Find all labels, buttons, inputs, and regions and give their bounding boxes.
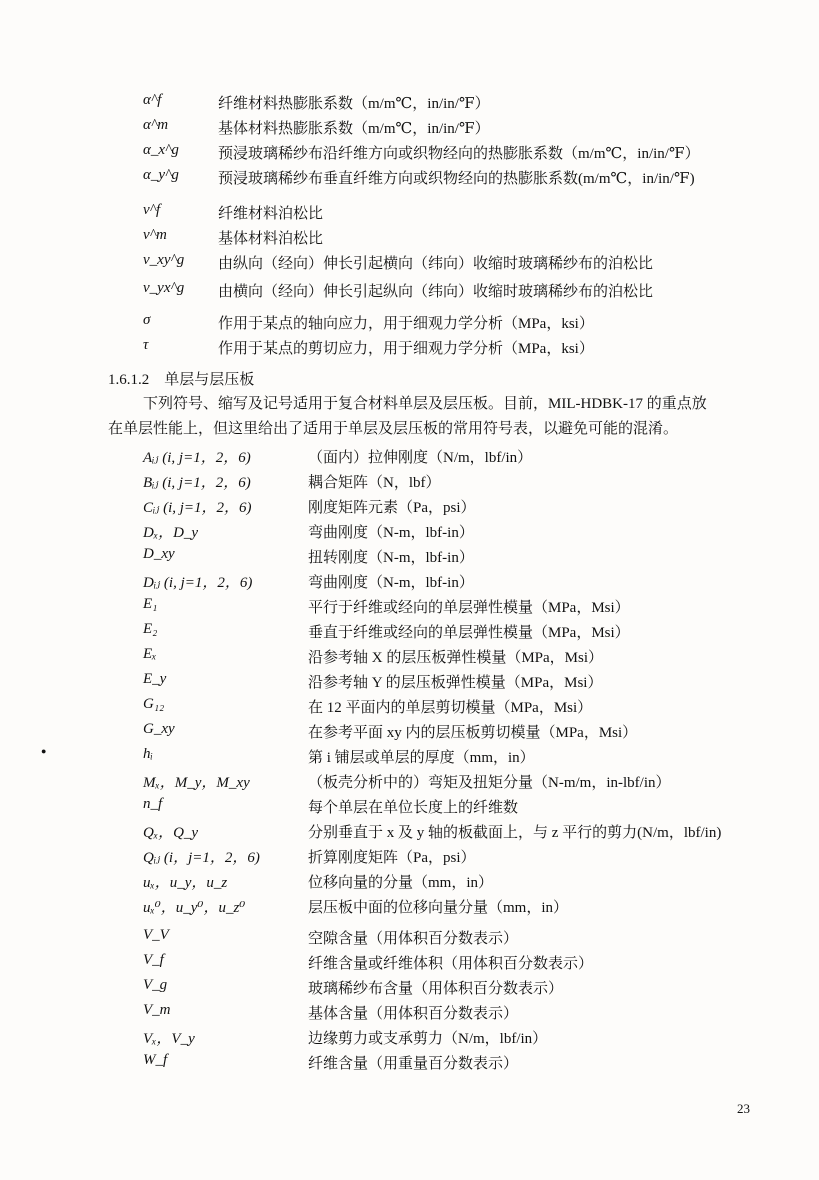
symbol: ν^m	[143, 227, 167, 243]
symbol: Eₓ	[143, 646, 157, 662]
definition: 平行于纤维或经向的单层弹性模量（MPa，Msi）	[308, 600, 630, 616]
symbol: hᵢ	[143, 746, 153, 762]
symbol: Dᵢⱼ (i, j=1，2，6)	[143, 575, 253, 591]
symbol: τ	[143, 337, 149, 353]
symbol: V_V	[143, 927, 169, 943]
definition: （面内）拉伸刚度（N/m，lbf/in）	[308, 450, 533, 466]
symbol: V_f	[143, 952, 164, 968]
definition: 扭转刚度（N-m，lbf-in）	[308, 550, 474, 566]
symbol: G_xy	[143, 721, 175, 737]
symbol: Vₓ，V_y	[143, 1031, 195, 1047]
symbol: ν^f	[143, 202, 161, 218]
definition: 预浸玻璃稀纱布垂直纤维方向或织物经向的热膨胀系数(m/m℃，in/in/℉)	[218, 171, 695, 187]
intro-paragraph	[108, 392, 768, 442]
definition: 在 12 平面内的单层剪切模量（MPa，Msi）	[308, 700, 593, 716]
definition: （板壳分析中的）弯矩及扭矩分量（N-m/m，in-lbf/in）	[308, 775, 671, 791]
definition: 沿参考轴 Y 的层压板弹性模量（MPa，Msi）	[308, 675, 603, 691]
definition: 空隙含量（用体积百分数表示）	[308, 931, 519, 947]
definition: 作用于某点的轴向应力，用于细观力学分析（MPa，ksi）	[218, 316, 594, 332]
definition: 弯曲刚度（N-m，lbf-in）	[308, 525, 474, 541]
definition: 刚度矩阵元素（Pa，psi）	[308, 500, 476, 516]
definition: 基体材料泊松比	[218, 231, 324, 247]
definition: 耦合矩阵（N，lbf）	[308, 475, 441, 491]
symbol: Qₓ，Q_y	[143, 825, 199, 841]
page-number: 23	[737, 1101, 750, 1116]
definition: 基体含量（用体积百分数表示）	[308, 1006, 519, 1022]
symbol: ν_xy^g	[143, 252, 185, 268]
definition: 作用于某点的剪切应力，用于细观力学分析（MPa，ksi）	[218, 341, 594, 357]
definition: 在参考平面 xy 内的层压板剪切模量（MPa，Msi）	[308, 725, 638, 741]
definition: 沿参考轴 X 的层压板弹性模量（MPa，Msi）	[308, 650, 604, 666]
symbol: Dₓ，D_y	[143, 525, 199, 541]
symbol: α_y^g	[143, 167, 179, 183]
symbol: W_f	[143, 1052, 168, 1068]
symbol: E_y	[143, 671, 167, 687]
definition: 边缘剪力或支承剪力（N/m，lbf/in）	[308, 1031, 548, 1047]
definition: 由横向（经向）伸长引起纵向（纬向）收缩时玻璃稀纱布的泊松比	[218, 284, 654, 300]
definition: 纤维材料泊松比	[218, 206, 324, 222]
definition: 折算刚度矩阵（Pa，psi）	[308, 850, 476, 866]
definition: 弯曲刚度（N-m，lbf-in）	[308, 575, 474, 591]
definition: 第 i 铺层或单层的厚度（mm，in）	[308, 750, 535, 766]
definition: 分别垂直于 x 及 y 轴的板截面上，与 z 平行的剪力(N/m，lbf/in)	[308, 825, 722, 841]
definition: 纤维材料热膨胀系数（m/m℃，in/in/℉）	[218, 96, 490, 112]
symbol: Bᵢⱼ (i, j=1，2，6)	[143, 475, 251, 491]
symbol: Qᵢⱼ (i，j=1，2，6)	[143, 850, 260, 866]
symbol: uₓ⁰，u_y⁰，u_z⁰	[143, 900, 246, 916]
symbol: E₂	[143, 621, 158, 637]
symbol: E₁	[143, 596, 158, 612]
symbol: Cᵢⱼ (i, j=1，2，6)	[143, 500, 252, 516]
paragraph-line: 在单层性能上，但这里给出了适用于单层及层压板的常用符号表，以避免可能的混淆。	[108, 421, 679, 437]
symbol: V_m	[143, 1002, 171, 1018]
definition: 纤维含量（用重量百分数表示）	[308, 1056, 519, 1072]
definition: 基体材料热膨胀系数（m/m℃，in/in/℉）	[218, 121, 490, 137]
definition: 预浸玻璃稀纱布沿纤维方向或织物经向的热膨胀系数（m/m℃，in/in/℉）	[218, 146, 700, 162]
symbol: G₁₂	[143, 696, 165, 712]
definition: 纤维含量或纤维体积（用体积百分数表示）	[308, 956, 594, 972]
definition: 层压板中面的位移向量分量（mm，in）	[308, 900, 569, 916]
definition: 由纵向（经向）伸长引起横向（纬向）收缩时玻璃稀纱布的泊松比	[218, 256, 654, 272]
symbol: V_g	[143, 977, 168, 993]
symbol: σ	[143, 312, 151, 328]
section-heading: 1.6.1.2 单层与层压板	[108, 372, 255, 388]
symbol: α_x^g	[143, 142, 179, 158]
symbol: Aᵢⱼ (i, j=1，2，6)	[143, 450, 251, 466]
symbol: ν_yx^g	[143, 280, 185, 296]
paragraph-line: 下列符号、缩写及记号适用于复合材料单层及层压板。目前，MIL-HDBK-17 的重点放	[143, 396, 707, 412]
symbol: α^f	[143, 92, 162, 108]
margin-dot: ●	[41, 746, 47, 756]
definition: 垂直于纤维或经向的单层弹性模量（MPa，Msi）	[308, 625, 630, 641]
symbol: Mₓ，M_y，M_xy	[143, 775, 250, 791]
symbol: D_xy	[143, 546, 175, 562]
definition: 玻璃稀纱布含量（用体积百分数表示）	[308, 981, 564, 997]
symbol: n_f	[143, 796, 163, 812]
symbol: α^m	[143, 117, 169, 133]
definition: 每个单层在单位长度上的纤维数	[308, 800, 519, 816]
symbol: uₓ，u_y，u_z	[143, 875, 228, 891]
definition: 位移向量的分量（mm，in）	[308, 875, 494, 891]
